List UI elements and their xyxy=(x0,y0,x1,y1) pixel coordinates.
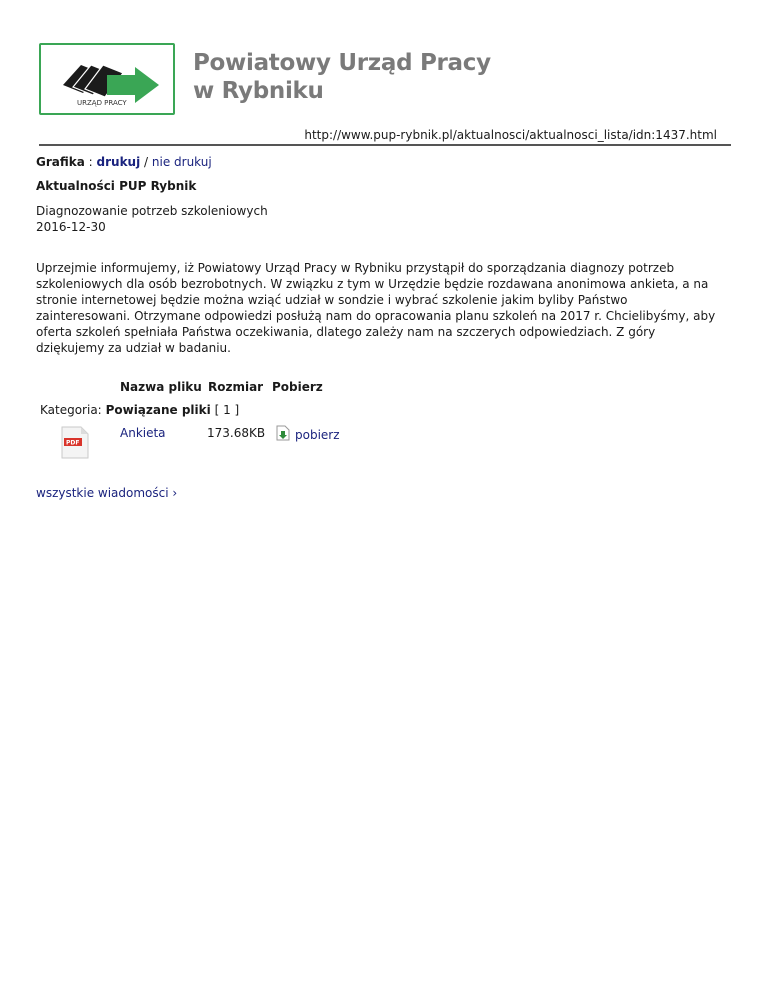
print-link[interactable]: drukuj xyxy=(96,155,141,169)
article-date: 2016-12-30 xyxy=(36,220,106,234)
page-url: http://www.pup-rybnik.pl/aktualnosci/aktualnosci_lista/idn:1437.html xyxy=(304,128,717,142)
logo-graphic xyxy=(41,45,173,113)
svg-text:PDF: PDF xyxy=(66,439,80,447)
site-title-line2: w Rybniku xyxy=(193,78,324,104)
col-download: Pobierz xyxy=(272,380,323,394)
article-header xyxy=(36,203,268,235)
article-title: Diagnozowanie potrzeb szkoleniowych xyxy=(36,204,268,218)
header xyxy=(39,43,731,145)
logo-caption: URZĄD PRACY xyxy=(77,99,127,107)
section-title: Aktualności PUP Rybnik xyxy=(36,179,197,193)
download-link[interactable]: pobierz xyxy=(295,428,340,442)
pdf-icon xyxy=(61,426,89,459)
grafika-label: Grafika xyxy=(36,155,85,169)
category-count: [ 1 ] xyxy=(214,403,240,417)
file-name-link[interactable]: Ankieta xyxy=(120,426,166,440)
download-icon xyxy=(276,425,290,444)
logo[interactable] xyxy=(39,43,175,115)
all-news-link[interactable]: wszystkie wiadomości › xyxy=(36,486,178,500)
noprint-link[interactable]: nie drukuj xyxy=(151,155,212,169)
file-size: 173.68KB xyxy=(207,426,266,440)
col-size: Rozmiar xyxy=(208,380,264,394)
header-divider xyxy=(39,144,731,146)
article-body: Uprzejmie informujemy, iż Powiatowy Urząd Pracy w Rybniku przystąpił do sporządzania diagnozy potrzeb szkoleniowych dla osób bezrobotnych. W związku z tym w Urzędzie będzie rozdawana anonimowa ankieta, a na stronie internetowej będzie można wziąć udział w sondzie i wybrać szkolenie jakim byliby Państwo zainteresowani. Otrzymane odpowiedzi posłużą nam do opracowania planu szkoleń na 2017 r. Chcielibyśmy, aby oferta szkoleń spełniała Państwa oczekiwania, dlatego zależy nam na szczerych odpowiedziach. Z góry dziękujemy za udział w badaniu. xyxy=(36,261,716,355)
site-title xyxy=(193,49,491,105)
col-name: Nazwa pliku xyxy=(120,380,202,394)
print-toggle: Grafika : drukuj / nie drukuj xyxy=(36,155,212,169)
category-row: Kategoria: Powiązane pliki [ 1 ] xyxy=(40,403,240,417)
category-name: Powiązane pliki xyxy=(105,403,211,417)
site-title-line1: Powiatowy Urząd Pracy xyxy=(193,50,491,76)
